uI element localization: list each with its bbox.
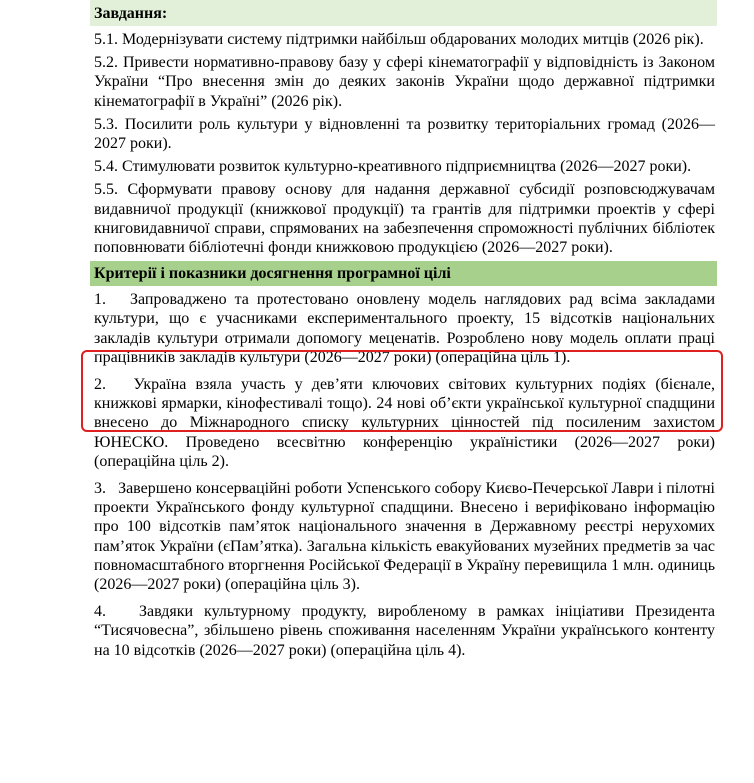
task-item-5-1: 5.1. Модернізувати систему підтримки найбільш обдарованих молодих митців (2026 рік). <box>94 31 704 48</box>
criteria-item-3: 3. Завершено консерваційні роботи Успенського собору Києво-Печерської Лаври і пілотні проекти Українського фонду культурної спадщини. Внесено і верифіковано інформацію про 100 відсотків пам’яток національного значення в Державному реєстрі нерухомих пам’яток України (єПам’ятка). Загальна кількість евакуйованих музейних предметів за час повномасштабного вторгнення Російської Федерації в Україну перевищила 1 млн. одиниць (2026—2027 роки) (операційна ціль 3). <box>94 480 719 594</box>
task-item-5-2: 5.2. Привести нормативно-правову базу у сфері кінематографії у відповідність із Законом України “Про внесення змін до деяких законів України щодо державної підтримки кінематографії в Україні” (2026 рік). <box>94 54 715 110</box>
criteria-item-1: 1. Запроваджено та протестовано оновлену модель наглядових рад всіма закладами культури, що є учасниками експериментального проекту, 15 відсотків національних закладів культури отримали допомогу меценатів. Розроблено нову модель оплати праці працівників закладів культури (2026—2027 роки) (операційна ціль 1). <box>94 291 719 366</box>
tasks-header: Завдання: <box>90 0 717 26</box>
document-page <box>90 0 717 660</box>
criteria-item-2: 2. Україна взяла участь у дев’яти ключових світових культурних подіях (бієнале, книжкові ярмарки, кінофестивалі тощо). 24 нові об’єкти української культурної спадщини внесено до Міжнародного списку культурних цінностей під посиленим захистом ЮНЕСКО. Проведено всесвітню конференцію україністики (2026—2027 роки) (операційна ціль 2). <box>94 376 719 470</box>
task-item-5-4: 5.4. Стимулювати розвиток культурно-креативного підприємництва (2026—2027 роки). <box>94 158 692 176</box>
task-item-5-5: 5.5. Сформувати правову основу для надання державної субсидії розповсюджувачам видавничої продукції (книжкової продукції) та грантів для підтримки проектів у сфері книговидавничої справи, спрямованих на забезпечення спроможності публічних бібліотек поповнювати бібліотечні фонди книжковою продукцією (2026—2027 роки). <box>94 181 715 257</box>
task-item-5-3: 5.3. Посилити роль культури у відновленні та розвитку територіальних громад (2026—2027 роки). <box>94 115 715 153</box>
criteria-item-4: 4. Завдяки культурному продукту, виробленому в рамках ініціативи Президента “Тисячовесна”, збільшено рівень споживання населенням України українського контенту на 10 відсотків (2026—2027 роки) (операційна ціль 4). <box>94 603 719 659</box>
criteria-header: Критерії і показники досягнення програмної цілі <box>90 261 717 286</box>
